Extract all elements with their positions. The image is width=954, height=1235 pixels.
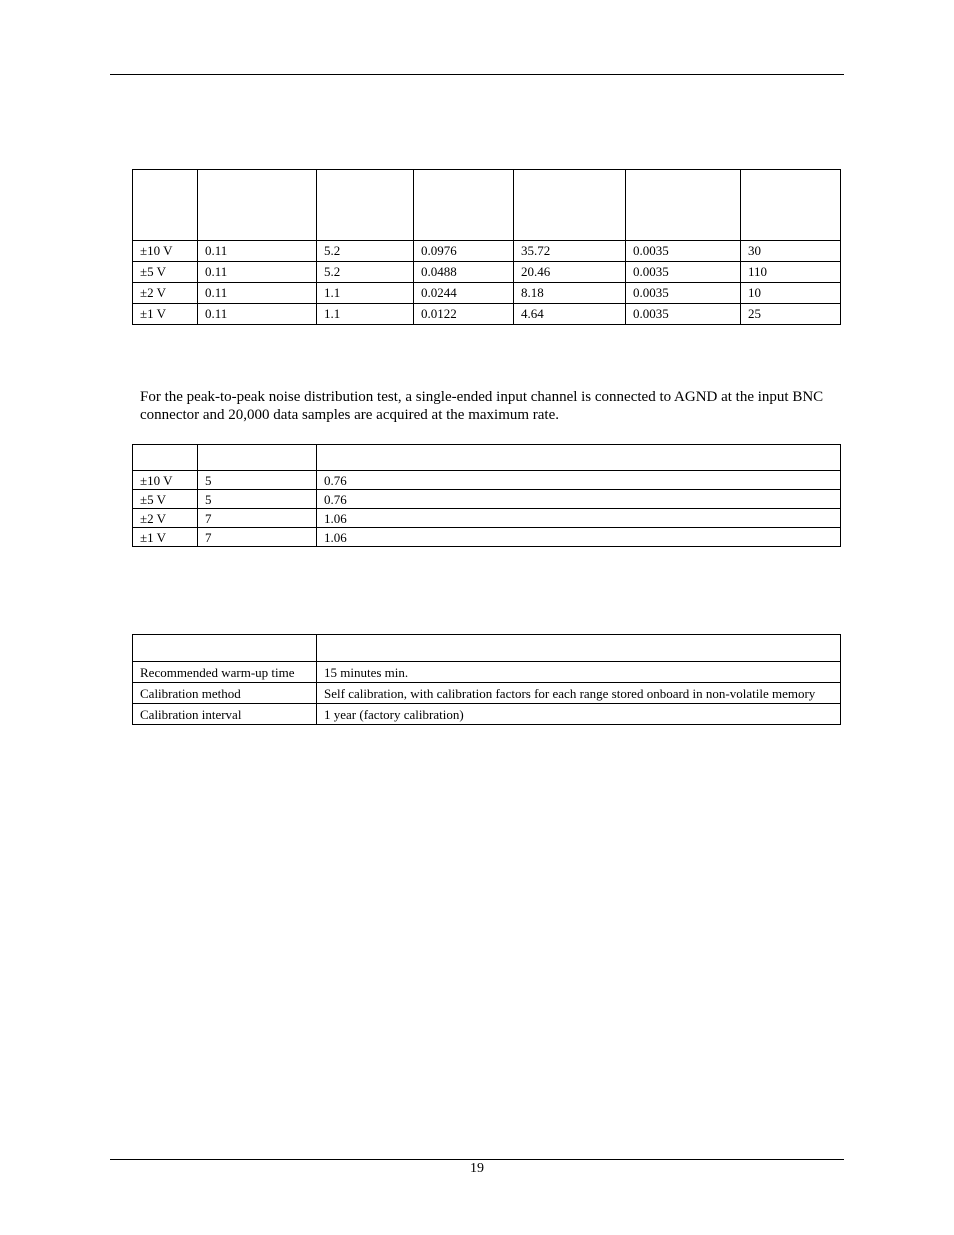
header-rule bbox=[110, 74, 844, 75]
table-cell: 0.11 bbox=[198, 283, 317, 304]
table-cell: ±1 V bbox=[133, 304, 198, 325]
table-cell: 4.64 bbox=[514, 304, 626, 325]
table-cell: 0.0035 bbox=[626, 262, 741, 283]
table-cell: ±10 V bbox=[133, 471, 198, 490]
calibration-table bbox=[132, 634, 841, 725]
noise-test-paragraph: For the peak-to-peak noise distribution test, a single-ended input channel is connected to AGND at the input BNC connector and 20,000 data samples are acquired at the maximum rate. bbox=[140, 389, 824, 423]
table-cell: 1.1 bbox=[317, 304, 414, 325]
table-cell: 1.06 bbox=[317, 509, 841, 528]
table-cell: 0.0122 bbox=[414, 304, 514, 325]
table-header-row bbox=[133, 170, 841, 241]
table-cell: 7 bbox=[198, 509, 317, 528]
table-row bbox=[133, 304, 841, 325]
table-row bbox=[133, 262, 841, 283]
table-cell: 8.18 bbox=[514, 283, 626, 304]
table-cell: 5 bbox=[198, 471, 317, 490]
table-cell: 0.0244 bbox=[414, 283, 514, 304]
table-cell: 1.06 bbox=[317, 528, 841, 547]
table-cell: 0.76 bbox=[317, 490, 841, 509]
table-cell: 1 year (factory calibration) bbox=[317, 704, 841, 725]
table-cell: Calibration method bbox=[133, 683, 317, 704]
header-cell bbox=[741, 170, 841, 241]
table-cell: 0.11 bbox=[198, 262, 317, 283]
table-row bbox=[133, 283, 841, 304]
table-cell: 0.11 bbox=[198, 304, 317, 325]
table-cell: ±10 V bbox=[133, 241, 198, 262]
table-cell: 35.72 bbox=[514, 241, 626, 262]
table-cell: 5.2 bbox=[317, 262, 414, 283]
table-cell: 0.0976 bbox=[414, 241, 514, 262]
table-cell: 110 bbox=[741, 262, 841, 283]
header-cell bbox=[133, 445, 198, 471]
header-cell bbox=[133, 170, 198, 241]
header-cell bbox=[317, 445, 841, 471]
table-cell: Calibration interval bbox=[133, 704, 317, 725]
table-row bbox=[133, 509, 841, 528]
table-cell: ±2 V bbox=[133, 283, 198, 304]
table-cell: 0.0488 bbox=[414, 262, 514, 283]
table-cell: 0.76 bbox=[317, 471, 841, 490]
table-row bbox=[133, 528, 841, 547]
table-cell: 0.0035 bbox=[626, 241, 741, 262]
table-cell: 10 bbox=[741, 283, 841, 304]
table-row bbox=[133, 704, 841, 725]
table-header-row bbox=[133, 635, 841, 662]
table-cell: Recommended warm-up time bbox=[133, 662, 317, 683]
footer-rule bbox=[110, 1159, 844, 1160]
noise-table bbox=[132, 444, 841, 547]
header-cell bbox=[198, 170, 317, 241]
table-row bbox=[133, 241, 841, 262]
table-cell: Self calibration, with calibration factors for each range stored onboard in non-volatile memory bbox=[317, 683, 841, 704]
accuracy-table bbox=[132, 169, 841, 325]
table-row bbox=[133, 683, 841, 704]
table-cell: 0.11 bbox=[198, 241, 317, 262]
header-cell bbox=[133, 635, 317, 662]
table-cell: ±5 V bbox=[133, 262, 198, 283]
table-row bbox=[133, 490, 841, 509]
table-header-row bbox=[133, 445, 841, 471]
table-cell: 0.0035 bbox=[626, 283, 741, 304]
table-row bbox=[133, 471, 841, 490]
table-cell: ±2 V bbox=[133, 509, 198, 528]
table-cell: 5 bbox=[198, 490, 317, 509]
table-cell: 25 bbox=[741, 304, 841, 325]
table-cell: 0.0035 bbox=[626, 304, 741, 325]
table-cell: 30 bbox=[741, 241, 841, 262]
table-cell: ±1 V bbox=[133, 528, 198, 547]
table-row bbox=[133, 662, 841, 683]
header-cell bbox=[317, 170, 414, 241]
page-number: 19 bbox=[470, 1161, 484, 1176]
header-cell bbox=[514, 170, 626, 241]
table-cell: 20.46 bbox=[514, 262, 626, 283]
header-cell bbox=[626, 170, 741, 241]
table-cell: 15 minutes min. bbox=[317, 662, 841, 683]
header-cell bbox=[198, 445, 317, 471]
header-cell bbox=[317, 635, 841, 662]
table-cell: 5.2 bbox=[317, 241, 414, 262]
header-cell bbox=[414, 170, 514, 241]
table-cell: 7 bbox=[198, 528, 317, 547]
table-cell: 1.1 bbox=[317, 283, 414, 304]
table-cell: ±5 V bbox=[133, 490, 198, 509]
